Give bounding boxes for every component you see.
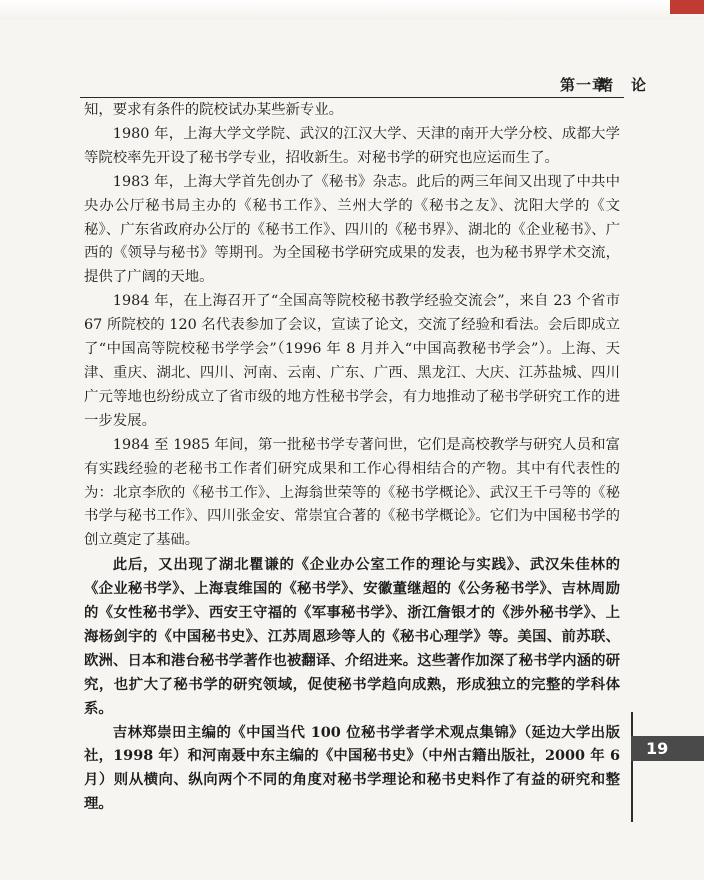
top-strip [0, 0, 704, 20]
header-rule [80, 97, 624, 98]
paragraph-1984-1985: 1984 至 1985 年间，第一批秘书学专著问世，它们是高校教学与研究人员和富有实践经验的老秘书工作者们研究成果和工作心得相结合的产物。其中有代表性的为：北京李欣的《秘书工作》、上海翁世荣等的《秘书学概论》、武汉王千弓等的《秘书学与秘书工作》、四川张金安、常崇宜合著的《秘书学概论》。它们为中国秘书学的创立奠定了基础。 [84, 436, 620, 549]
page-edge-line [631, 712, 633, 822]
running-header-chapter: 第一章 [559, 76, 608, 94]
paragraph-1984-meeting: 1984 年，在上海召开了“全国高等院校秘书教学经验交流会”，来自 23 个省市 67 所院校的 120 名代表参加了会议，宣读了论文，交流了经验和看法。会后即成立了“中国高等院校秘书学学会”（1996 年 8 月并入“中国高教秘书学会”）。上海、天津、重庆、湖北、四川、河南、云南、广东、广西、黑龙江、大庆、江苏盐城、四川广元等地也纷纷成立了省市级的地方性秘书学会，有力地推动了秘书学研究工作的进一步发展。 [84, 293, 620, 429]
page-number: 19 [646, 739, 669, 758]
running-header-title: 绪论 [597, 76, 664, 94]
paragraph-continuation: 知，要求有条件的院校试办某些新专业。 [84, 102, 344, 118]
paragraph-1980: 1980 年，上海大学文学院、武汉的江汉大学、天津的南开大学分校、成都大学等院校率先开设了秘书学专业，招收新生。对秘书学的研究也应运而生了。 [84, 125, 620, 166]
paragraph-jilin: 吉林郑崇田主编的《中国当代 100 位秘书学者学术观点集锦》（延边大学出版社，1998 年）和河南聂中东主编的《中国秘书史》（中州古籍出版社，2000 年 6 月）则从横向、纵向两个不同的角度对秘书学理论和秘书史料作了有益的研究和整理。 [84, 723, 620, 813]
corner-mark [670, 0, 704, 14]
body-text [84, 99, 620, 816]
paragraph-1983: 1983 年，上海大学首先创办了《秘书》杂志。此后的两三年间又出现了中共中央办公厅秘书局主办的《秘书工作》、兰州大学的《秘书之友》、沈阳大学的《文秘》、广东省政府办公厅的《秘书工作》、四川的《秘书界》、湖北的《企业秘书》、广西的《领导与秘书》等期刊。为全国秘书学研究成果的发表，也为秘书界学术交流，提供了广阔的天地。 [84, 173, 620, 286]
paragraph-later-works: 此后，又出现了湖北瞿谦的《企业办公室工作的理论与实践》、武汉朱佳林的《企业秘书学》、上海袁维国的《秘书学》、安徽董继超的《公务秘书学》、吉林周励的《女性秘书学》、西安王守福的《军事秘书学》、浙江詹银才的《涉外秘书学》、上海杨剑宇的《中国秘书史》、江苏周恩珍等人的《秘书心理学》等。美国、前苏联、欧洲、日本和港台秘书学著作也被翻译、介绍进来。这些著作加深了秘书学内涵的研究，也扩大了秘书学的研究领域，促使秘书学趋向成熟，形成独立的完整的学科体系。 [84, 556, 620, 717]
